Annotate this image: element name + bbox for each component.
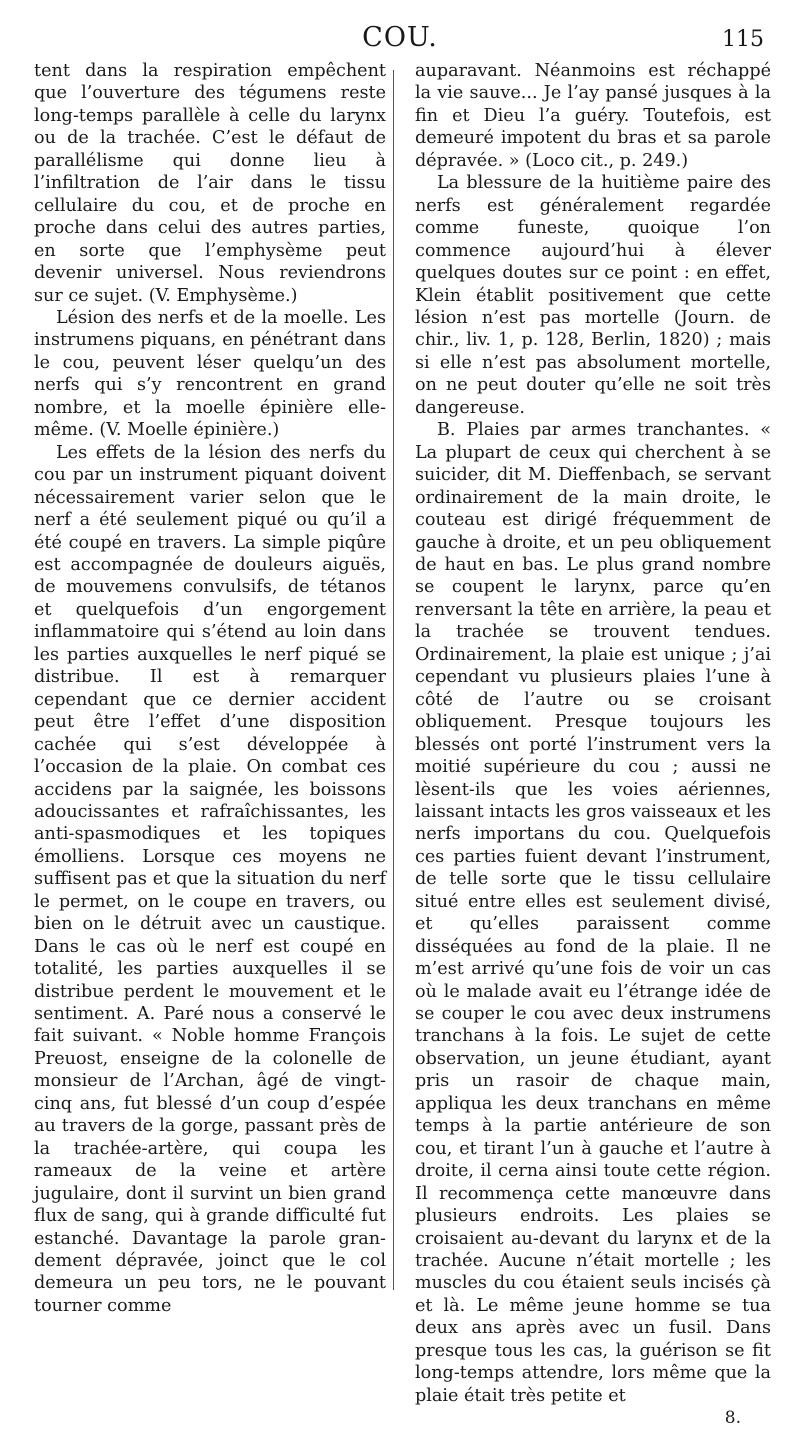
paragraph: auparavant. Néanmoins est réchappé la vie sauve... Je l’ay pansé jusques à la fin et Dieu l’a guéry. Toutefois, est demeuré impotent du bras et sa parole dépravée. » (Loco cit., p. 249.) (415, 61, 771, 171)
running-title: COU. (362, 22, 438, 53)
left-column (34, 60, 386, 1317)
paragraph: Les effets de la lésion des nerfs du cou par un instrument piquant doivent nécessairement varier selon que le nerf a été seulement piqué ou qu’il a été coupé en travers. La simple piqûre est accompagnée de douleurs aiguës, de mouvemens convulsifs, de tétanos et quelquefois d’un engorgement inflammatoire qui s’étend au loin dans les parties auxquelles le nerf piqué se distribue. Il est à remarquer cependant que ce dernier accident peut être l’effet d’une disposition cachée qui s’est développée à l’occasion de la plaie. On combat ces accidens par la saignée, les boissons adoucissantes et rafraîchissantes, les anti-spasmodiques et les topiques émolliens. Lorsque ces moyens ne suffisent pas et que la situation du nerf le permet, on le coupe en travers, ou bien on le détruit avec un caustique. Dans le cas où le nerf est coupé en totalité, les parties auxquelles il se distribue perdent le mouvement et le sentiment. A. Paré nous a conservé le fait suivant. « Noble homme François Preuost, enseigne de la colonelle de monsieur de l’Archan, âgé de vingt-cinq ans, fut blessé d’un coup d’espée au travers de la gorge, passant près de la trachée-artère, qui coupa les rameaux de la veine et artère jugulaire, dont il survint un bien grand flux de sang, qui à grande difficulté fut estanché. Davantage la parole gran-dement dépravée, joinct que le col demeura un peu tors, ne le pouvant tourner comme (34, 442, 386, 1316)
page-number: 115 (722, 27, 764, 52)
paragraph: tent dans la respiration empêchent que l’ouverture des tégumens reste long-temps parallèle à celle du larynx ou de la trachée. C’est le défaut de parallélisme qui donne lieu à l’infiltration de l’air dans le tissu cellulaire du cou, et de proche en proche dans celui des autres parties, en sorte que l’emphysème peut devenir universel. Nous reviendrons sur ce sujet. (V. Emphysème.) (34, 61, 386, 306)
column-divider (393, 70, 394, 1290)
paragraph: B. Plaies par armes tranchantes. « La plupart de ceux qui cherchent à se suicider, dit M. Dieffenbach, se servant ordinairement de la main droite, le couteau est dirigé fréquemment de gauche à droite, et un peu obliquement de haut en bas. Le plus grand nombre se coupent le larynx, parce qu’en renversant la tête en arrière, la peau et la trachée se trouvent tendues. Ordinairement, la plaie est unique ; j’ai cependant vu plusieurs plaies l’une à côté de l’autre ou se croisant obliquement. Presque toujours les blessés ont porté l’instrument vers la moitié supérieure du cou ; aussi ne lèsent-ils que les voies aériennes, laissant intacts les gros vaisseaux et les nerfs importans du cou. Quelquefois ces parties fuient devant l’instrument, de telle sorte que le tissu cellulaire situé entre elles est seulement divisé, et qu’elles paraissent comme disséquées au fond de la plaie. Il ne m’est arrivé qu’une fois de voir un cas où le malade avait eu l’étrange idée de se couper le cou avec deux instrumens tranchans à la fois. Le sujet de cette observation, un jeune étudiant, ayant pris un rasoir de chaque main, appliqua les deux tranchans en même temps à la partie antérieure de son cou, et tirant l’un à gauche et l’autre à droite, il cerna ainsi toute cette région. Il recommença cette manœuvre dans plusieurs endroits. Les plaies se croisaient au-devant du larynx et de la trachée. Aucune n’était mortelle ; les muscles du cou étaient seuls incisés çà et là. Le même jeune homme se tua deux ans après avec un fusil. Dans presque tous les cas, la guérison se fit long-temps attendre, lors même que la plaie était très petite et (415, 420, 771, 1406)
running-head (0, 22, 800, 52)
signature-mark: 8. (724, 1408, 741, 1429)
paragraph: Lésion des nerfs et de la moelle. Les instrumens piquans, en pénétrant dans le cou, peuvent léser quelqu’un des nerfs qui s’y rencontrent en grand nombre, et la moelle épinière elle-même. (V. Moelle épinière.) (34, 307, 386, 441)
right-column (415, 60, 771, 1430)
paragraph: La blessure de la huitième paire des nerfs est généralement regardée comme funeste, quoique l’on commence aujourd’hui à élever quelques doutes sur ce point : en effet, Klein établit positivement que cette lésion n’est pas mortelle (Journ. de chir., liv. 1, p. 128, Berlin, 1820) ; mais si elle n’est pas absolument mortelle, on ne peut douter qu’elle ne soit très dangereuse. (415, 173, 771, 418)
